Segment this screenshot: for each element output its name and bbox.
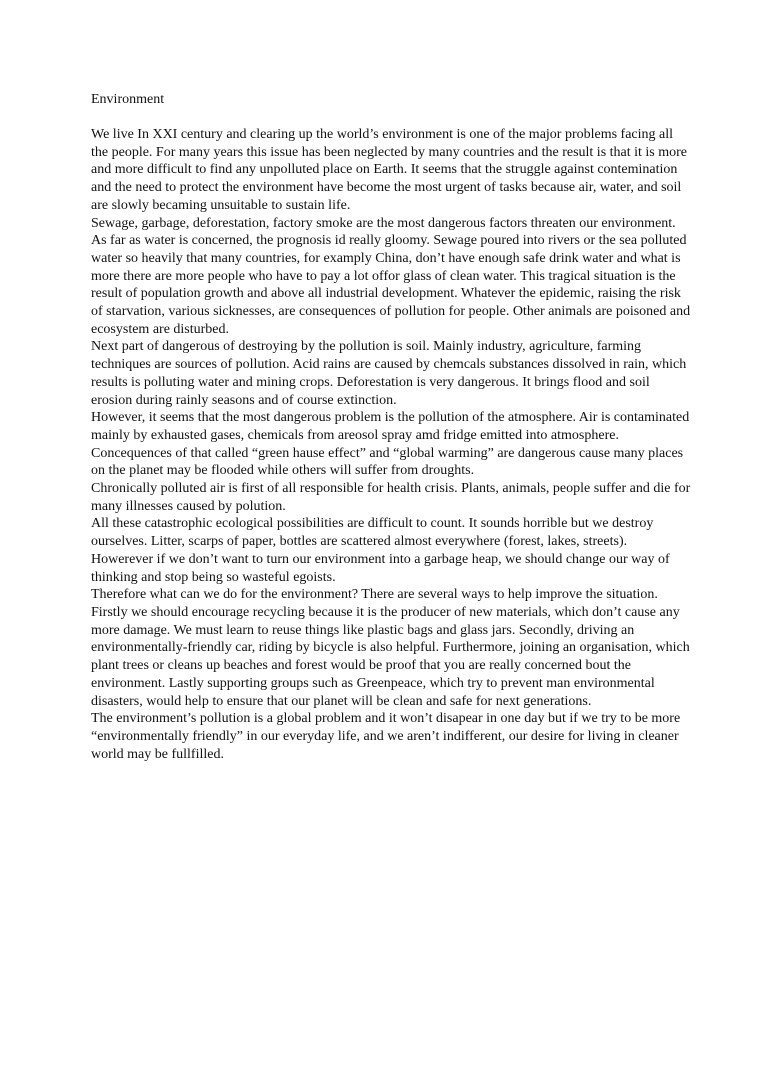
document-title: Environment bbox=[91, 92, 165, 107]
document-body bbox=[91, 126, 691, 763]
paragraph: The environment’s pollution is a global problem and it won’t disapear in one day but if we try to be more “environmentally friendly” in our everyday life, and we aren’t indifferent, our desire for living in cleaner world may be fullfilled. bbox=[91, 711, 681, 762]
paragraph: All these catastrophic ecological possibilities are difficult to count. It sounds horrible but we destroy ourselves. Litter, scarps of paper, bottles are scattered almost everywhere (forest, lakes, streets). Howerever if we don’t want to turn our environment into a garbage heap, we should change our way of thinking and stop being so wasteful egoists. bbox=[91, 516, 670, 585]
paragraph: Therefore what can we do for the environment? There are several ways to help improve the situation. Firstly we should encourage recycling because it is the producer of new materials, which don’t cause any more damage. We must learn to reuse things like plastic bags and glass jars. Secondly, driving an environmentally-friendly car, riding by bicycle is also helpful. Furthermore, joining an organisation, which plant trees or cleans up beaches and forest would be proof that you are really concerned bout the environment. Lastly supporting groups such as Greenpeace, which try to prevent man environmental disasters, would help to ensure that our planet will be clean and safe for next generations. bbox=[91, 587, 690, 709]
paragraph: Chronically polluted air is first of all responsible for health crisis. Plants, animals, people suffer and die for many illnesses caused by polution. bbox=[91, 481, 691, 514]
paragraph: Sewage, garbage, deforestation, factory smoke are the most dangerous factors threaten our environment. bbox=[91, 215, 676, 231]
paragraph: However, it seems that the most dangerous problem is the pollution of the atmosphere. Air is contaminated mainly by exhausted gases, chemicals from areosol spray amd fridge emitted into atmosphere. Concequences of that called “green hause effect” and “global warming” are dangerous cause many places on the planet may be flooded while others will suffer from droughts. bbox=[91, 410, 690, 479]
paragraph: Next part of dangerous of destroying by the pollution is soil. Mainly industry, agriculture, farming techniques are sources of pollution. Acid rains are caused by chemcals substances dissolved in rain, which results is polluting water and mining crops. Deforestation is very dangerous. It brings flood and soil erosion during rainly seasons and of course extinction. bbox=[91, 339, 687, 408]
paragraph: We live In XXI century and clearing up the world’s environment is one of the major problems facing all the people. For many years this issue has been neglected by many countries and the result is that it is more and more difficult to find any unpolluted place on Earth. It seems that the struggle against contemination and the need to protect the environment have become the most urgent of tasks because air, water, and soil are slowly becaming unsuitable to sustain life. bbox=[91, 127, 688, 213]
paragraph: As far as water is concerned, the prognosis id really gloomy. Sewage poured into rivers or the sea polluted water so heavily that many countries, for examply China, don’t have enough safe drink water and what is more there are more people who have to pay a lot offor glass of clean water. This tragical situation is the result of population growth and above all industrial development. Whatever the epidemic, raising the risk of starvation, various sicknesses, are consequences of pollution for people. Other animals are poisoned and ecosystem are disturbed. bbox=[91, 233, 691, 337]
